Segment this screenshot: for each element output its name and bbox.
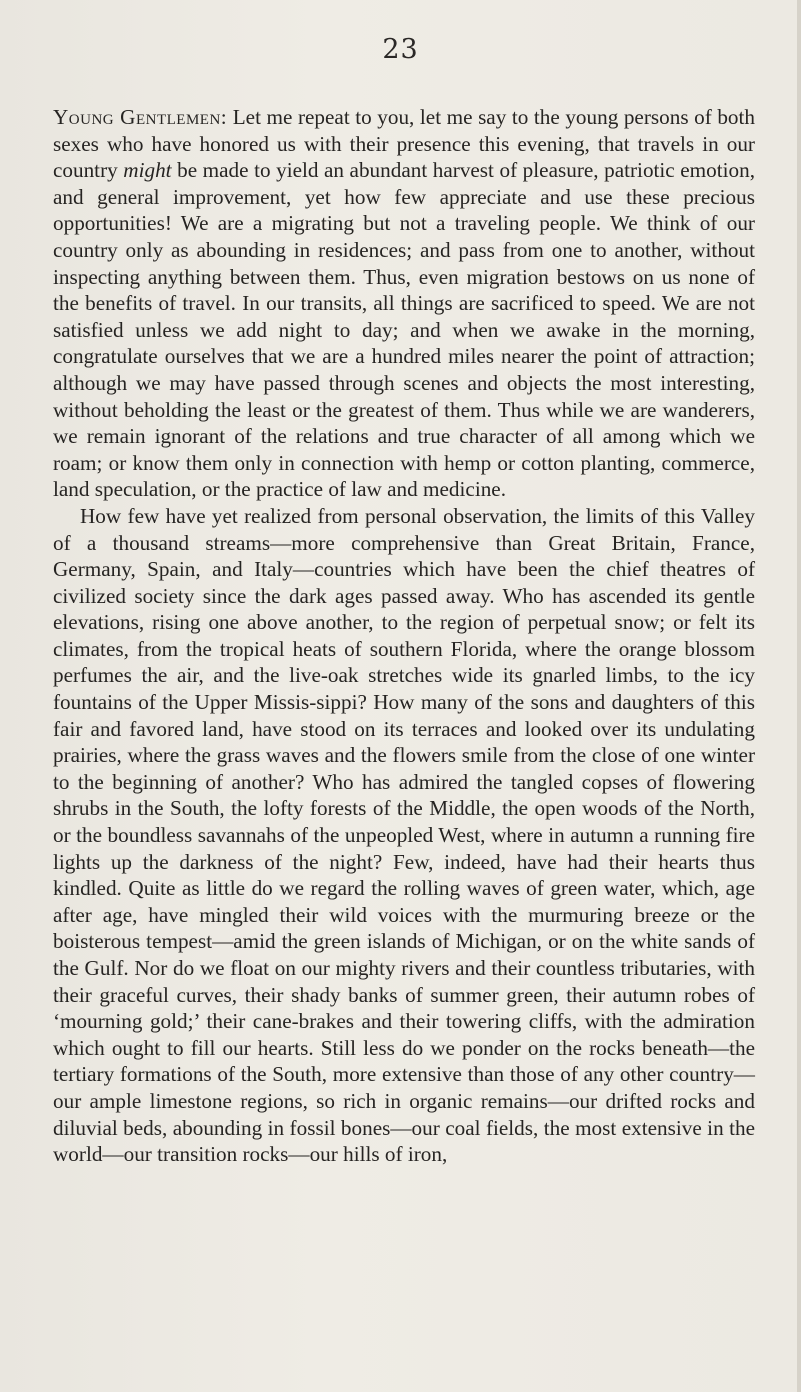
emphasis-might: might — [123, 158, 172, 183]
address-lead: Young Gentlemen: — [53, 105, 228, 129]
body-text — [53, 104, 755, 1168]
paragraph-1-text-b: be made to yield an abundant harvest of pleasure, patriotic emotion, and general improvement, yet how few appreciate and use these precious opportunities! We are a migrating but not a traveling people. We think of our country only as abounding in residences; and pass from one to another, without inspecting anything between them. Thus, even migration bestows on us none of the benefits of travel. In our transits, all things are sacrificed to speed. We are not satisfied unless we add night to day; and when we awake in the morning, congratulate ourselves that we are a hundred miles nearer the point of attraction; although we may have passed through scenes and objects the most interesting, without beholding the least or the greatest of them. Thus while we are wanderers, we remain ignorant of the relations and true character of all among which we roam; or know them only in connection with hemp or cotton planting, commerce, land speculation, or the practice of law and medicine. — [53, 158, 755, 502]
paragraph-1-text-a: Let me repeat to you, let me say to the young persons of both sexes who have honored us with their presence this evening, that travels in our country — [53, 105, 755, 183]
page-number: 23 — [382, 34, 419, 65]
page-edge — [797, 0, 801, 1392]
paragraph-2: How few have yet realized from personal observation, the limits of this Valley of a thousand streams—more comprehensive than Great Britain, France, Germany, Spain, and Italy—countries which have been the chief theatres of civilized society since the dark ages passed away. Who has ascended its gentle elevations, rising one above another, to the region of perpetual snow; or felt its climates, from the tropical heats of southern Florida, where the orange blossom perfumes the air, and the live-oak stretches wide its gnarled limbs, to the icy fountains of the Upper Missis-sippi? How many of the sons and daughters of this fair and favored land, have stood on its terraces and looked over its undulating prairies, where the grass waves and the flowers smile from the close of one winter to the beginning of another? Who has admired the tangled copses of flowering shrubs in the South, the lofty forests of the Middle, the open woods of the North, or the boundless savannahs of the unpeopled West, where in autumn a running fire lights up the darkness of the night? Few, indeed, have had their hearts thus kindled. Quite as little do we regard the rolling waves of green water, which, age after age, have mingled their wild voices with the murmuring breeze or the boisterous tempest—amid the green islands of Michigan, or on the white sands of the Gulf. Nor do we float on our mighty rivers and their countless tributaries, with their graceful curves, their shady banks of summer green, their autumn robes of ‘mourning gold;’ their cane-brakes and their towering cliffs, with the admiration which ought to fill our hearts. Still less do we ponder on the rocks beneath—the tertiary formations of the South, more extensive than those of any other country—our ample limestone regions, so rich in organic remains—our drifted rocks and diluvial beds, abounding in fossil bones—our coal fields, the most extensive in the world—our transition rocks—our hills of iron, — [53, 503, 755, 1167]
paragraph-1 — [53, 104, 755, 503]
